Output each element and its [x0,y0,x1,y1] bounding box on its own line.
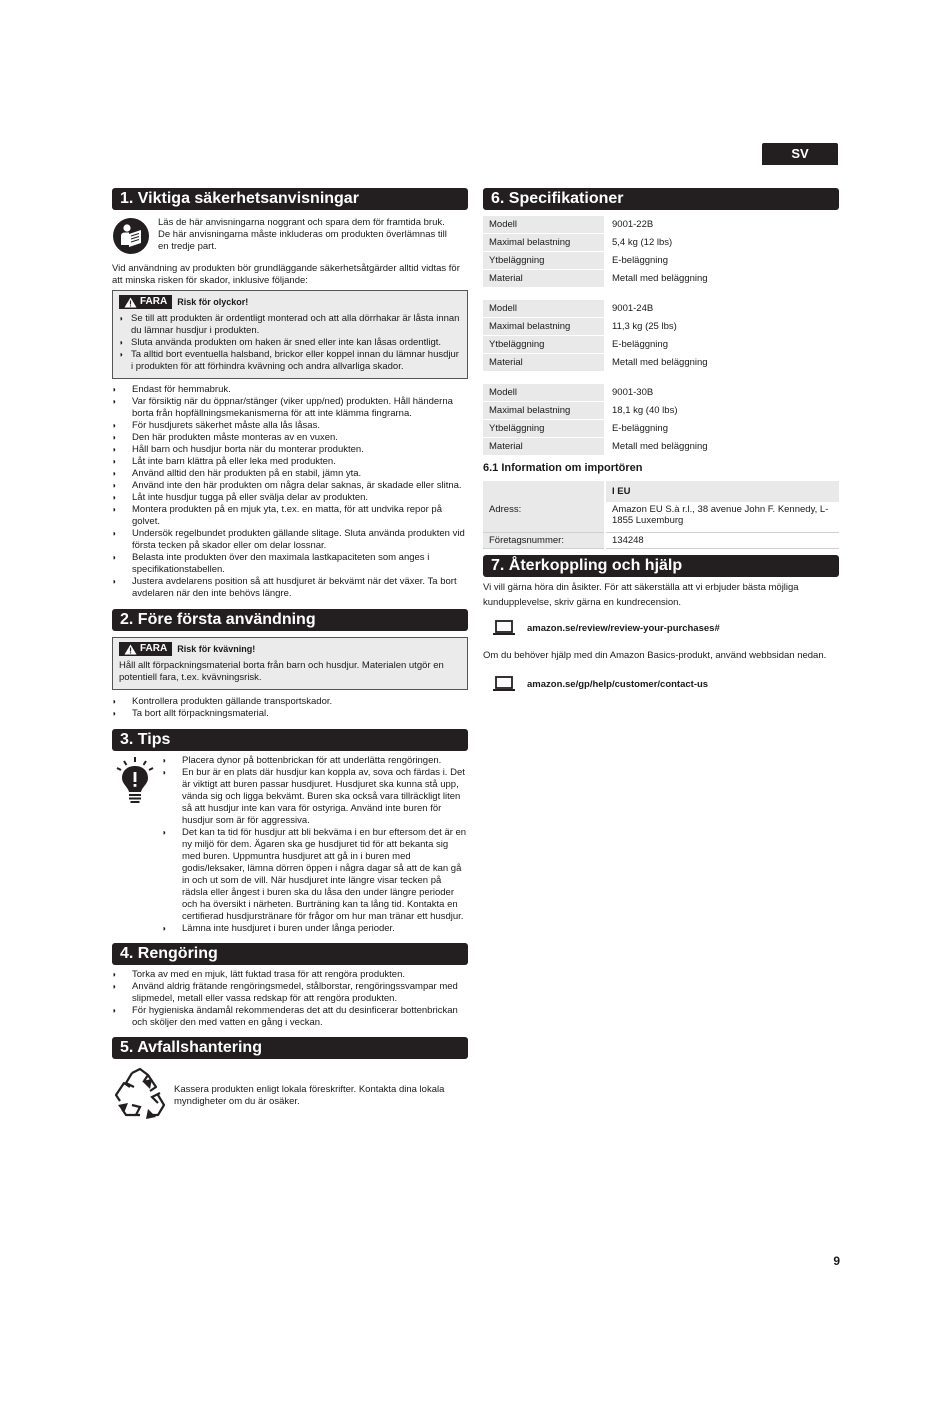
importer-value: Amazon EU S.à r.l., 38 avenue John F. Kennedy, L-1855 Luxemburg [605,502,839,533]
table-row [483,502,839,533]
list-item: ◗ Se till att produkten är ordentligt monterad och att alla dörrhakar är låsta innan du lämnar husdjur i produkten. [119,313,461,337]
table-row [483,216,839,234]
list-item: ◗ Placera dynor på bottenbrickan för att underlätta rengöringen. [162,755,467,767]
danger-list [119,313,461,373]
intro-text: Läs de här anvisningarna noggrant och spara dem för framtida bruk. De här anvisningarna måste inkluderas om produkten överlämnas till en tredje part. [158,217,447,252]
spec-value: 9001-24B [605,300,839,318]
table-row [483,384,839,402]
list-item: ◗ Låt inte husdjur tugga på eller svälja delar av produkten. [112,492,468,504]
spec-key: Maximal belastning [483,318,605,336]
list-item: ◗ Det kan ta tid för husdjur att bli bekväma i en bur eftersom det är en ny miljö för dem. Ägaren ska ge husdjuret tid för att bekanta sig med buren. Uppmuntra husdjuret att gå in i buren med godis/leksaker, lämna dörren öppen i några dagar så att de kan gå in och ut som de vill. När husdjuret inte längre visar tecken på rädsla eller ångest i buren ska du låsa den under längre perioder och ha översikt i närheten. Burträning kan ta lång tid. Kontakta en certifierad husdjurstränare för frågor om hur man tränar ett husdjur. [162,827,467,923]
list-item: ◗ Använd inte den här produkten om några delar saknas, är skadade eller slitna. [112,480,468,492]
spec-value: Metall med beläggning [605,354,839,372]
table-row [483,300,839,318]
danger-box-suffocation [112,637,468,690]
danger-box-accidents [112,290,468,379]
list-item: ◗ En bur är en plats där husdjur kan koppla av, sova och färdas i. Det är viktigt att buren passar husdjuret. Husdjuret ska kunna stå upp, vända sig och ligga bekvämt. Buren ska också vara tillräckligt liten så att husdjur inte kan vara för ostyriga. Använd inte buren för husdjur som är för aggressiva. [162,767,467,827]
importer-value: 134248 [605,533,839,549]
read-manual-icon [112,217,150,255]
feedback-text: Vi vill gärna höra din åsikter. För att säkerställa att vi erbjuder bästa möjliga kundupplevelse, skriv gärna en kundrecension. [483,582,799,608]
safety-lead-text: Vid användning av produkten bör grundläggande säkerhetsåtgärder alltid vidtas för att minska risken för skador, inklusive följande: [112,263,460,286]
importer-corner [483,481,605,502]
section-5-heading: 5. Avfallshantering [112,1037,468,1059]
table-row [483,481,839,502]
table-row [483,533,839,549]
right-column [483,188,839,692]
list-item: ◗ Torka av med en mjuk, lätt fuktad trasa för att rengöra produkten. [112,969,468,981]
laptop-icon [493,620,515,636]
list-item: ◗ För husdjurets säkerhet måste alla lås låsas. [112,420,468,432]
section-1-heading: 1. Viktiga säkerhetsanvisningar [112,188,468,210]
spec-value: E-beläggning [605,420,839,438]
spec-key: Maximal belastning [483,402,605,420]
spec-value: Metall med beläggning [605,270,839,288]
list-item: ◗ Sluta använda produkten om haken är sned eller inte kan låsas ordentligt. [119,337,461,349]
list-item: ◗ Kontrollera produkten gällande transportskador. [112,696,468,708]
danger-text: Håll allt förpackningsmaterial borta från barn och husdjur. Materialen utgör en potentiell fara, t.ex. kvävningsrisk. [119,660,444,683]
list-item: ◗ Ta alltid bort eventuella halsband, brickor eller koppel innan du lämnar husdjur i produkten för att förhindra kvävning och andra allvarliga skador. [119,349,461,373]
table-row [483,270,839,288]
table-row [483,336,839,354]
help-link-row[interactable] [493,676,839,692]
disposal-block [112,1065,468,1126]
language-badge: SV [762,143,838,165]
table-row [483,402,839,420]
danger-badge [119,295,172,309]
list-item: ◗ Var försiktig när du öppnar/stänger (viker upp/ned) produkten. Håll händerna borta från hopfällningsmekanismerna för att inte klämma fingrarna. [112,396,468,420]
danger-header [119,642,461,656]
first-use-list [112,696,468,720]
section-3-heading: 3. Tips [112,729,468,751]
table-row [483,318,839,336]
list-item: ◗ Endast för hemmabruk. [112,384,468,396]
help-link[interactable]: amazon.se/gp/help/customer/contact-us [527,678,709,690]
spec-value: Metall med beläggning [605,438,839,456]
table-row [483,354,839,372]
section-2-heading: 2. Före första användning [112,609,468,631]
table-row [483,252,839,270]
list-item: ◗ Belasta inte produkten över den maximala lastkapaciteten som anges i specifikationstabellen. [112,552,468,576]
spec-table-1 [483,216,839,288]
spec-value: 18,1 kg (40 lbs) [605,402,839,420]
list-item: ◗ Den här produkten måste monteras av en vuxen. [112,432,468,444]
list-item: ◗ Låt inte barn klättra på eller leka med produkten. [112,456,468,468]
spec-key: Modell [483,216,605,234]
danger-label: FARA [140,296,168,307]
spec-key: Ytbeläggning [483,336,605,354]
spec-key: Modell [483,384,605,402]
danger-header [119,295,461,309]
tips-block [112,755,468,935]
page-number: 9 [833,1254,840,1268]
importer-column-header: I EU [605,481,839,502]
spec-key: Ytbeläggning [483,252,605,270]
importer-table [483,481,839,549]
danger-title: Risk för olyckor! [177,297,249,307]
spec-value: 9001-22B [605,216,839,234]
spec-table-3 [483,384,839,456]
spec-value: E-beläggning [605,252,839,270]
safety-list [112,384,468,600]
warning-triangle-icon [124,644,137,655]
spec-table-2 [483,300,839,372]
review-link[interactable]: amazon.se/review/review-your-purchases# [527,622,720,634]
lightbulb-icon [112,755,162,935]
read-instructions-block [112,217,468,255]
spec-value: 11,3 kg (25 lbs) [605,318,839,336]
table-row [483,420,839,438]
list-item: ◗ Håll barn och husdjur borta när du monterar produkten. [112,444,468,456]
help-text: Om du behöver hjälp med din Amazon Basics-produkt, använd webbsidan nedan. [483,650,827,661]
spec-value: E-beläggning [605,336,839,354]
danger-badge [119,642,172,656]
importer-key: Adress: [483,502,605,533]
recycling-icon [112,1065,174,1126]
section-6-heading: 6. Specifikationer [483,188,839,210]
importer-key: Företagsnummer: [483,533,605,549]
spec-key: Ytbeläggning [483,420,605,438]
laptop-icon [493,676,515,692]
list-item: ◗ Undersök regelbundet produkten gällande slitage. Sluta använda produkten vid första tecken på skador eller om delar lossnar. [112,528,468,552]
tips-list [162,755,467,935]
spec-key: Material [483,270,605,288]
section-4-heading: 4. Rengöring [112,943,468,965]
table-row [483,234,839,252]
list-item: ◗ Använd aldrig frätande rengöringsmedel, stålborstar, rengöringssvampar med slipmedel, metall eller vassa redskap för att rengöra produkten. [112,981,468,1005]
spec-value: 5,4 kg (12 lbs) [605,234,839,252]
spec-key: Maximal belastning [483,234,605,252]
list-item: ◗ För hygieniska ändamål rekommenderas det att du desinficerar bottenbrickan och sköljer den med vatten en gång i veckan. [112,1005,468,1029]
list-item: ◗ Använd alltid den här produkten på en stabil, jämn yta. [112,468,468,480]
list-item: ◗ Justera avdelarens position så att husdjuret är bekvämt när det växer. Ta bort avdelaren när den inte behövs längre. [112,576,468,600]
review-link-row[interactable] [493,620,839,636]
spec-key: Modell [483,300,605,318]
list-item: ◗ Ta bort allt förpackningsmaterial. [112,708,468,720]
spec-key: Material [483,438,605,456]
importer-heading: 6.1 Information om importören [483,462,643,474]
list-item: ◗ Lämna inte husdjuret i buren under långa perioder. [162,923,467,935]
list-item: ◗ Montera produkten på en mjuk yta, t.ex. en matta, för att undvika repor på golvet. [112,504,468,528]
warning-triangle-icon [124,297,137,308]
left-column [112,188,468,1126]
danger-title: Risk för kvävning! [177,644,256,654]
spec-value: 9001-30B [605,384,839,402]
danger-label: FARA [140,643,168,654]
section-7-heading: 7. Återkoppling och hjälp [483,555,839,577]
cleaning-list [112,969,468,1029]
disposal-text: Kassera produkten enligt lokala föreskrifter. Kontakta dina lokala myndigheter om du är osäker. [174,1083,445,1107]
spec-key: Material [483,354,605,372]
table-row [483,438,839,456]
